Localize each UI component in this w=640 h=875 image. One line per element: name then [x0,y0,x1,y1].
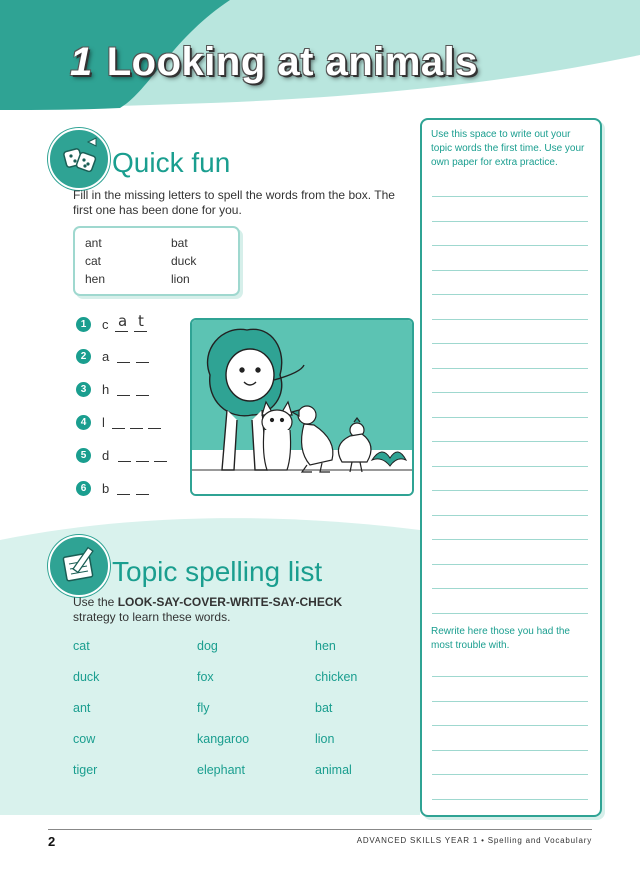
letter-blank [112,428,125,429]
writing-line[interactable] [432,799,588,800]
item-number: 5 [76,448,91,463]
writing-line[interactable] [432,196,588,197]
writing-line[interactable] [432,490,588,491]
spelling-word: tiger [73,763,98,777]
item-number: 6 [76,481,91,496]
writing-line[interactable] [432,613,588,614]
writing-line[interactable] [432,701,588,702]
letter-blank [130,428,143,429]
word-box-item: duck [171,254,197,268]
footer-bullet: • [481,836,485,845]
letter-blank [136,494,149,495]
filled-letter: t [138,312,144,330]
spelling-word: kangaroo [197,732,250,746]
writing-line[interactable] [432,392,588,393]
spelling-word: chicken [315,670,358,684]
item-number: 4 [76,415,91,430]
spelling-word: bat [315,701,333,715]
topic-list-heading: Topic spelling list [112,556,323,587]
letter-blank [117,362,130,363]
item-letter: c [102,317,109,332]
spelling-word: fly [197,701,210,715]
word-box-item: lion [171,272,190,286]
writing-line[interactable] [432,245,588,246]
writing-line[interactable] [432,368,588,369]
spelling-word: fox [197,670,214,684]
strategy-name: LOOK-SAY-COVER-WRITE-SAY-CHECK [117,595,343,609]
item-number: 2 [76,349,91,364]
item-letter: d [102,448,110,463]
writing-line[interactable] [432,270,588,271]
writing-line[interactable] [432,588,588,589]
word-box-item: cat [85,254,102,268]
panel-top-instructions: Use this space to write out your topic words the first time. Use your own paper for extra practice. [431,129,585,168]
page-number: 2 [48,834,56,849]
spelling-word: ant [73,701,91,715]
footer-text [357,836,592,845]
spelling-word: cat [73,639,90,653]
letter-blank [136,395,149,396]
letter-blank [117,494,130,495]
writing-line[interactable] [432,417,588,418]
word-box-item: ant [85,236,102,250]
writing-line[interactable] [432,725,588,726]
letter-blank [136,362,149,363]
writing-line[interactable] [432,774,588,775]
spelling-word: duck [73,670,100,684]
letter-blank [148,428,161,429]
writing-line[interactable] [432,466,588,467]
item-number: 1 [76,317,91,332]
subject-title: Spelling and Vocabulary [487,836,592,845]
topic-list-badge [48,535,110,597]
item-letter: h [102,382,110,397]
writing-line[interactable] [432,515,588,516]
spelling-word: lion [315,732,335,746]
writing-line[interactable] [432,750,588,751]
writing-line[interactable] [432,564,588,565]
spelling-word: elephant [197,763,245,777]
unit-number: 1 [70,40,93,84]
word-box-item: bat [171,236,188,250]
writing-panel [420,118,602,817]
title-text: Looking at animals [106,40,479,84]
writing-line[interactable] [432,441,588,442]
letter-blank [115,331,128,332]
spelling-word: dog [197,639,218,653]
quick-fun-badge [48,128,110,190]
writing-line[interactable] [432,294,588,295]
letter-blank [117,395,130,396]
quick-fun-heading: Quick fun [112,147,231,178]
instr-prefix: Use the [73,595,118,609]
animals-drawing [192,320,412,494]
letter-blank [154,461,167,462]
panel-bottom-instructions: Rewrite here those you had the most trouble with. [431,626,570,651]
quick-fun-instructions: Fill in the missing letters to spell the words from the box. The first one has been done for you. [73,188,395,217]
instr-suffix: strategy to learn these words. [73,610,231,624]
spelling-word: cow [73,732,96,746]
spelling-word: hen [315,639,336,653]
footer-rule [48,829,592,830]
writing-line[interactable] [432,343,588,344]
word-box-item: hen [85,272,106,286]
topic-list-instructions [73,595,383,625]
writing-line[interactable] [432,676,588,677]
word-box [73,226,240,296]
letter-blank [134,331,147,332]
item-letter: a [102,349,110,364]
writing-line[interactable] [432,319,588,320]
cat-figure [262,402,292,470]
item-letter: l [102,415,105,430]
page-title [70,40,478,85]
spelling-word: animal [315,763,352,777]
item-number: 3 [76,382,91,397]
book-title: ADVANCED SKILLS YEAR 1 [356,836,479,845]
writing-line[interactable] [432,221,588,222]
dice-icon [50,130,108,188]
letter-blank [136,461,149,462]
letter-blank [118,461,131,462]
notepad-pencil-icon [50,537,108,595]
writing-line[interactable] [432,539,588,540]
filled-letter: a [118,312,128,330]
animals-illustration [190,318,414,496]
item-letter: b [102,481,110,496]
